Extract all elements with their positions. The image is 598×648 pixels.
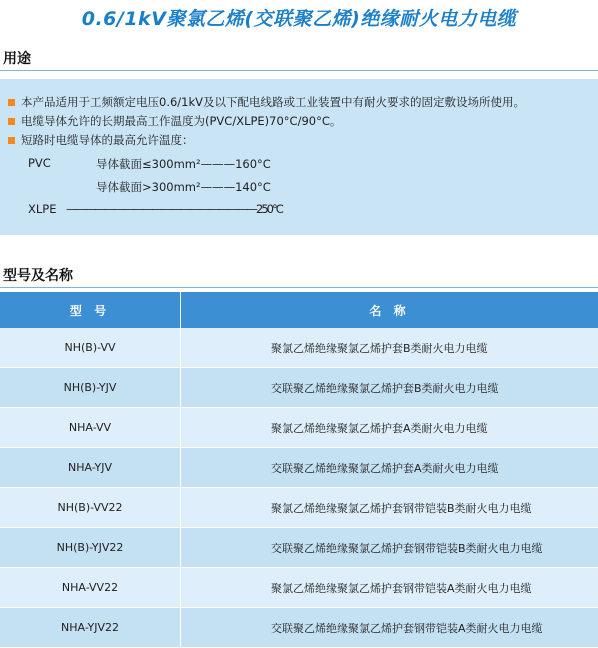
usage-bullet-text: 电缆导体允许的长期最高工作温度为(PVC/XLPE)70°C/90°C。 [21,113,341,129]
usage-divider [0,70,598,71]
model-cell: NH(B)-YJV [0,368,181,408]
usage-bullet-text: 本产品适用于工频额定电压0.6/1kV及以下配电线路或工业装置中有耐火要求的固定敷设场所使用。 [21,94,525,110]
models-table [0,292,598,648]
orange-square-bullet-icon [8,118,15,125]
table-row [0,528,598,568]
page-title: 0.6/1kV聚氯乙烯(交联聚乙烯)绝缘耐火电力电缆 [0,4,598,31]
name-cell: 聚氯乙烯绝缘聚氯乙烯护套B类耐火电力电缆 [181,328,598,368]
model-cell: NHA-VV22 [0,568,181,608]
table-row [0,408,598,448]
table-row [0,328,598,368]
table-row [0,568,598,608]
model-cell: NHA-YJV [0,448,181,488]
table-header-row [0,292,598,328]
model-cell: NH(B)-VV22 [0,488,181,528]
table-row [0,488,598,528]
usage-bullet-3 [8,132,194,148]
usage-bullet-2 [8,113,341,129]
pvc-spec-line-1: 导体截面≤300mm²———160°C [96,156,271,172]
table-row [0,608,598,648]
name-cell: 交联聚乙烯绝缘聚氯乙烯护套钢带铠装A类耐火电力电缆 [181,608,598,648]
model-cell: NH(B)-VV [0,328,181,368]
orange-square-bullet-icon [8,137,15,144]
pvc-label: PVC [28,156,51,170]
usage-bullet-text: 短路时电缆导体的最高允许温度： [21,132,194,148]
table-row [0,448,598,488]
xlpe-label: XLPE [28,202,57,216]
name-cell: 交联聚乙烯绝缘聚氯乙烯护套钢带铠装B类耐火电力电缆 [181,528,598,568]
models-divider [0,287,598,288]
models-heading: 型号及名称 [3,265,73,285]
model-cell: NH(B)-YJV22 [0,528,181,568]
name-cell: 交联聚乙烯绝缘聚氯乙烯护套A类耐火电力电缆 [181,448,598,488]
name-cell: 交联聚乙烯绝缘聚氯乙烯护套B类耐火电力电缆 [181,368,598,408]
model-cell: NHA-YJV22 [0,608,181,648]
usage-heading: 用途 [3,48,31,68]
orange-square-bullet-icon [8,99,15,106]
name-cell: 聚氯乙烯绝缘聚氯乙烯护套钢带铠装A类耐火电力电缆 [181,568,598,608]
usage-panel [0,79,598,235]
model-cell: NHA-VV [0,408,181,448]
pvc-spec-line-2: 导体截面>300mm²———140°C [96,179,271,195]
name-cell: 聚氯乙烯绝缘聚氯乙烯护套钢带铠装B类耐火电力电缆 [181,488,598,528]
name-cell: 聚氯乙烯绝缘聚氯乙烯护套A类耐火电力电缆 [181,408,598,448]
column-header-model: 型 号 [0,292,181,328]
xlpe-spec-line: ————————————————————250°C [66,202,282,216]
table-row [0,368,598,408]
column-header-name: 名 称 [181,292,598,328]
usage-bullet-1 [8,94,525,110]
